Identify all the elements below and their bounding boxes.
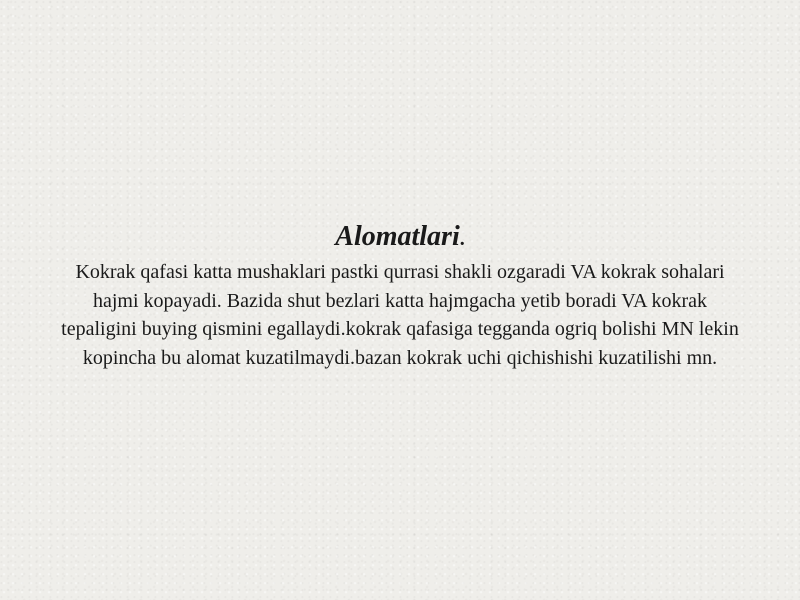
slide-content xyxy=(60,219,740,372)
slide-title xyxy=(60,219,740,257)
slide-title-period: . xyxy=(459,228,465,250)
slide-title-text: Alomatlari xyxy=(335,221,460,252)
slide-body-text: Kokrak qafasi katta mushaklari pastki qurrasi shakli ozgaradi VA kokrak sohalari hajmi kopayadi. Bazida shut bezlari katta hajmgacha yetib boradi VA kokrak tepaligini buying qismini egallaydi.kokrak qafasiga tegganda ogriq bolishi MN lekin kopincha bu alomat kuzatilmaydi.bazan kokrak uchi qichishishi kuzatilishi mn. xyxy=(61,261,739,369)
